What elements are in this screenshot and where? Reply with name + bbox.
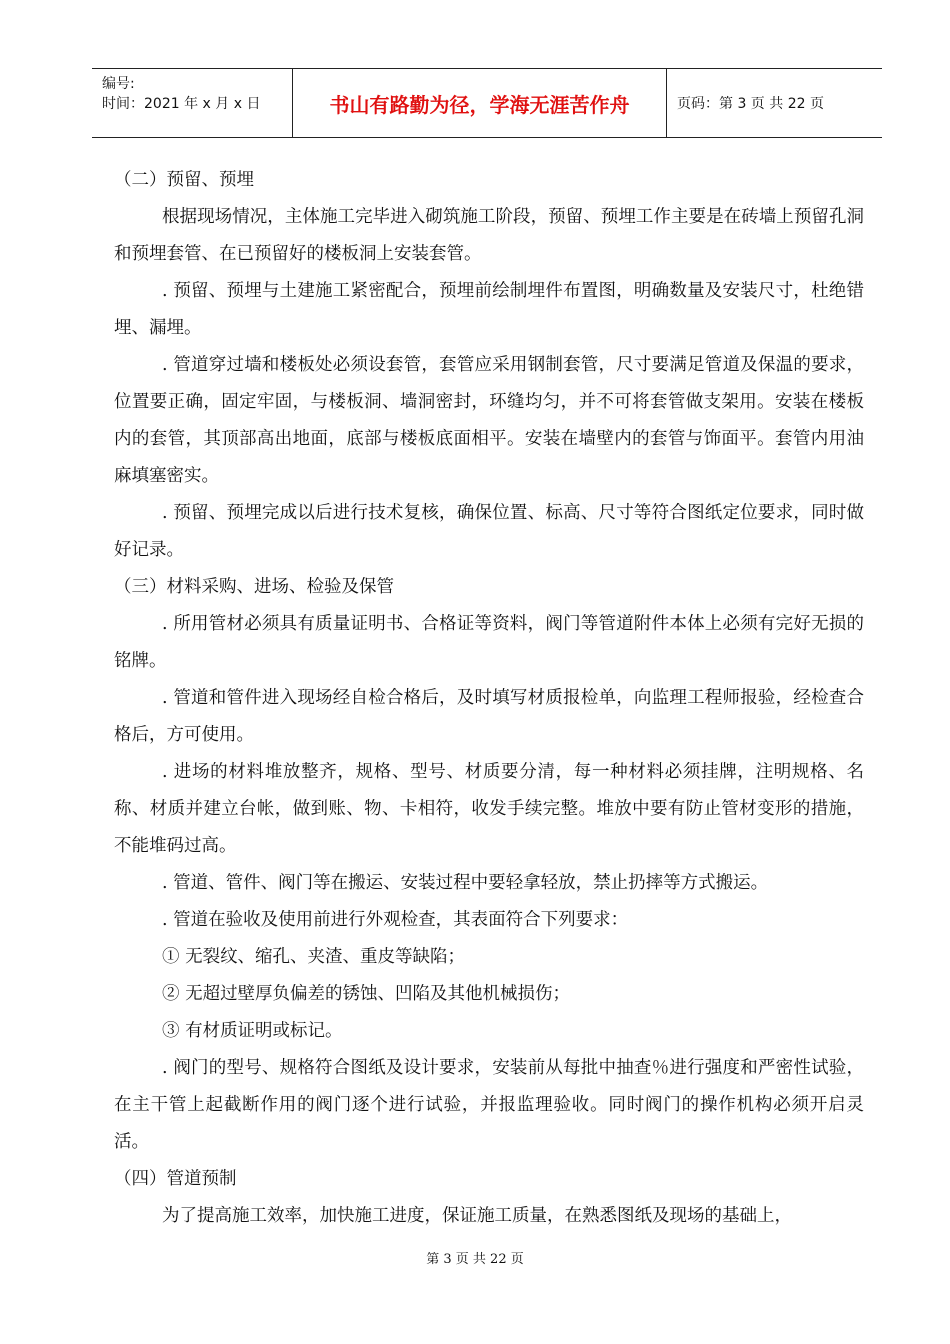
- body-paragraph: . 管道穿过墙和楼板处必须设套管，套管应采用钢制套管，尺寸要满足管道及保温的要求，位置要正确，固定牢固，与楼板洞、墙洞密封，环缝均匀，并不可将套管做支架用。安装在楼板内的套管，其顶部高出地面，底部与楼板底面相平。安装在墙壁内的套管与饰面平。套管内用油麻填塞密实。: [114, 355, 864, 486]
- body-paragraph: . 进场的材料堆放整齐，规格、型号、材质要分清，每一种材料必须挂牌，注明规格、名称、材质并建立台帐，做到账、物、卡相符，收发手续完整。堆放中要有防止管材变形的措施，不能堆码过高。: [114, 762, 864, 856]
- body-paragraph: . 管道在验收及使用前进行外观检查，其表面符合下列要求：: [162, 910, 629, 930]
- page-footer: [0, 1248, 950, 1267]
- header-page-cell: [667, 69, 882, 137]
- section-heading: （二）预留、预埋: [114, 170, 254, 190]
- document-header: [92, 68, 882, 138]
- body-paragraph: . 预留、预埋与土建施工紧密配合，预埋前绘制埋件布置图，明确数量及安装尺寸，杜绝错埋、漏埋。: [114, 281, 864, 338]
- header-motto: 书山有路勤为径，学海无涯苦作舟: [329, 92, 630, 117]
- body-paragraph: ① 无裂纹、缩孔、夹渣、重皮等缺陷；: [162, 947, 466, 967]
- body-paragraph: 根据现场情况，主体施工完毕进入砌筑施工阶段，预留、预埋工作主要是在砖墙上预留孔洞和预埋套管、在已预留好的楼板洞上安装套管。: [114, 207, 864, 264]
- body-paragraph: 为了提高施工效率，加快施工进度，保证施工质量，在熟悉图纸及现场的基础上，: [162, 1206, 792, 1226]
- header-left-cell: [92, 69, 293, 137]
- document-number-label: 编号:: [102, 76, 135, 92]
- document-time-label: 时间：2021 年 x 月 x 日: [102, 96, 261, 112]
- header-motto-cell: [293, 69, 667, 137]
- document-body: [114, 162, 864, 1235]
- body-paragraph: . 管道和管件进入现场经自检合格后，及时填写材质报检单，向监理工程师报验，经检查合格后，方可使用。: [114, 688, 864, 745]
- body-paragraph: ③ 有材质证明或标记。: [162, 1021, 343, 1041]
- section-heading: （三）材料采购、进场、检验及保管: [114, 577, 394, 597]
- section-heading: （四）管道预制: [114, 1169, 237, 1189]
- body-paragraph: . 预留、预埋完成以后进行技术复核，确保位置、标高、尺寸等符合图纸定位要求，同时做好记录。: [114, 503, 864, 560]
- header-page-info: 页码：第 3 页 共 22 页: [677, 96, 824, 112]
- footer-page-number: 第 3 页 共 22 页: [426, 1252, 524, 1267]
- body-paragraph: . 管道、管件、阀门等在搬运、安装过程中要轻拿轻放，禁止扔摔等方式搬运。: [162, 873, 769, 893]
- body-paragraph: . 阀门的型号、规格符合图纸及设计要求，安装前从每批中抽查％进行强度和严密性试验，在主干管上起截断作用的阀门逐个进行试验，并报监理验收。同时阀门的操作机构必须开启灵活。: [114, 1058, 864, 1152]
- body-paragraph: . 所用管材必须具有质量证明书、合格证等资料，阀门等管道附件本体上必须有完好无损的铭牌。: [114, 614, 864, 671]
- body-paragraph: ② 无超过壁厚负偏差的锈蚀、凹陷及其他机械损伤；: [162, 984, 571, 1004]
